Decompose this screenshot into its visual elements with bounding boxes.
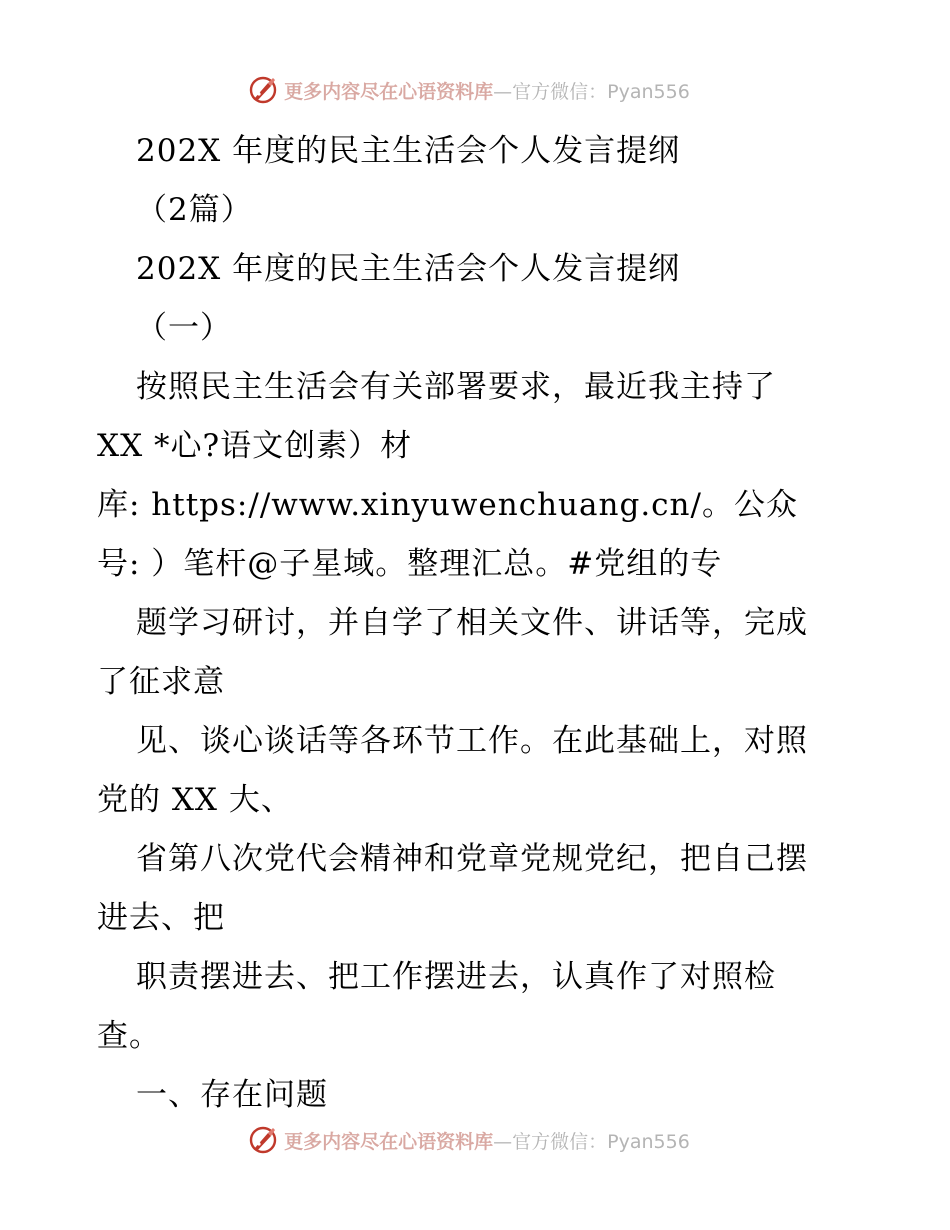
paragraph-line: 见、谈心谈话等各环节工作。在此基础上，对照 (136, 723, 808, 759)
document-body (97, 122, 897, 1125)
watermark-text (284, 1127, 690, 1154)
quill-pen-logo-icon (248, 1125, 278, 1155)
paragraph-line: 查。 (97, 1018, 161, 1054)
watermark-brand: 更多内容尽在心语资料库 (284, 80, 494, 103)
paragraph-line: 按照民主生活会有关部署要求，最近我主持了 (136, 369, 776, 405)
watermark-contact: 官方微信：Pyan556 (512, 80, 690, 103)
paragraph-line: 进去、把 (97, 900, 225, 936)
paragraph-line: 题学习研讨，并自学了相关文件、讲话等，完成 (136, 605, 808, 641)
paragraph-line: 了征求意 (97, 664, 225, 700)
paragraph-line: 省第八次党代会精神和党章党规党纪，把自己摆 (136, 841, 808, 877)
doc-title-count: （2篇） (136, 192, 253, 228)
doc-title: 202X 年度的民主生活会个人发言提纲 (136, 133, 681, 169)
header-watermark (0, 70, 950, 110)
doc-section-number: （一） (136, 310, 232, 346)
section-heading: 一、存在问题 (136, 1077, 328, 1113)
footer-watermark (0, 1120, 950, 1160)
paragraph-line: 号: ）笔杆@子星域。整理汇总。#党组的专 (97, 546, 723, 582)
quill-pen-logo-icon (248, 75, 278, 105)
paragraph-line: 职责摆进去、把工作摆进去，认真作了对照检 (136, 959, 776, 995)
watermark-contact: 官方微信：Pyan556 (512, 1130, 690, 1153)
paragraph-line: 党的 XX 大、 (97, 782, 293, 818)
watermark-brand: 更多内容尽在心语资料库 (284, 1130, 494, 1153)
doc-subtitle: 202X 年度的民主生活会个人发言提纲 (136, 251, 681, 287)
watermark-text (284, 77, 690, 104)
paragraph-line: 库: https://www.xinyuwenchuang.cn/。公众 (97, 487, 798, 523)
watermark-separator: — (493, 1130, 513, 1153)
paragraph-line: XX *心?语文创素）材 (97, 428, 413, 464)
watermark-separator: — (493, 80, 513, 103)
